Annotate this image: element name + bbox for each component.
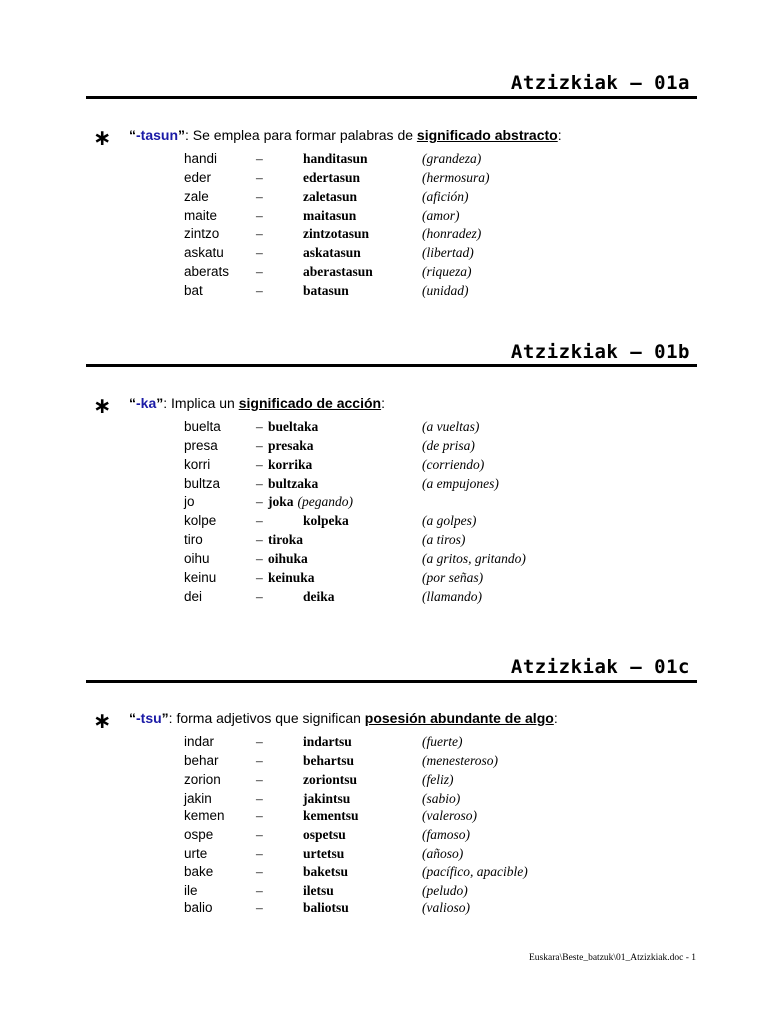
section-title: Atzizkiak – 01c <box>510 656 690 678</box>
base-word: kolpe <box>184 513 217 528</box>
suffix-label: -ka <box>136 395 157 411</box>
base-word: ospe <box>184 827 214 842</box>
dash-separator: – <box>256 900 263 915</box>
derived-word: baketsu <box>303 864 349 879</box>
derived-word: batasun <box>303 283 349 298</box>
dash-separator: – <box>256 208 263 223</box>
word-row <box>0 551 768 569</box>
derived-word: urtetsu <box>303 846 345 861</box>
derived-word: jakintsu <box>303 791 351 806</box>
intro-text: : forma adjetivos que significan <box>168 710 365 726</box>
gloss-translation: (menesteroso) <box>422 753 498 768</box>
dash-separator: – <box>256 476 263 491</box>
asterisk-bullet-icon: ∗ <box>93 709 112 734</box>
intro-end: : <box>553 710 558 726</box>
asterisk-bullet-icon: ∗ <box>93 126 112 151</box>
word-row <box>0 589 768 607</box>
gloss-translation: (famoso) <box>422 827 470 842</box>
gloss-translation: (a gritos, gritando) <box>422 551 526 566</box>
suffix-label: -tasun <box>136 127 178 143</box>
base-word: indar <box>184 734 215 749</box>
dash-separator: – <box>256 883 263 898</box>
base-word: keinu <box>184 570 217 585</box>
base-word: bat <box>184 283 203 298</box>
derived-word: tiroka <box>268 532 304 547</box>
word-row <box>0 226 768 244</box>
base-word: zale <box>184 189 209 204</box>
base-word: buelta <box>184 419 221 434</box>
dash-separator: – <box>256 151 263 166</box>
derived-word: maitasun <box>303 208 357 223</box>
gloss-translation: (a empujones) <box>422 476 499 491</box>
dash-separator: – <box>256 808 263 823</box>
gloss-translation: (valeroso) <box>422 808 477 823</box>
dash-separator: – <box>256 827 263 842</box>
dash-separator: – <box>256 589 263 604</box>
base-word: jakin <box>184 791 212 806</box>
derived-word: oihuka <box>268 551 308 566</box>
gloss-translation: (riqueza) <box>422 264 472 279</box>
dash-separator: – <box>256 753 263 768</box>
gloss-translation: (pacífico, apacible) <box>422 864 528 879</box>
gloss-translation: (sabio) <box>422 791 461 806</box>
dash-separator: – <box>256 772 263 787</box>
derived-word: korrika <box>268 457 313 472</box>
intro-emphasis: significado abstracto <box>416 127 558 143</box>
dash-separator: – <box>256 494 263 509</box>
derived-word: edertasun <box>303 170 360 185</box>
base-word: ile <box>184 883 198 898</box>
gloss-translation: (por señas) <box>422 570 484 585</box>
dash-separator: – <box>256 532 263 547</box>
derived-word: iletsu <box>303 883 334 898</box>
word-row <box>0 532 768 550</box>
base-word: zorion <box>184 772 221 787</box>
word-row <box>0 151 768 169</box>
derived-word: zoriontsu <box>303 772 357 787</box>
open-quote: “ <box>129 710 136 726</box>
derived-word <box>268 494 353 510</box>
section-intro <box>129 710 558 726</box>
word-row <box>0 772 768 790</box>
gloss-translation: (libertad) <box>422 245 474 260</box>
derived-word: behartsu <box>303 753 355 768</box>
dash-separator: – <box>256 283 263 298</box>
word-row <box>0 791 768 809</box>
section-intro <box>129 127 562 143</box>
word-row <box>0 283 768 301</box>
base-word: bake <box>184 864 214 879</box>
derived-word: presaka <box>268 438 314 453</box>
dash-separator: – <box>256 734 263 749</box>
dash-separator: – <box>256 457 263 472</box>
base-word: balio <box>184 900 213 915</box>
dash-separator: – <box>256 264 263 279</box>
dash-separator: – <box>256 189 263 204</box>
derived-word: aberastasun <box>303 264 373 279</box>
gloss-translation: (amor) <box>422 208 460 223</box>
asterisk-bullet-icon: ∗ <box>93 394 112 419</box>
word-row <box>0 208 768 226</box>
derived-word: bultzaka <box>268 476 319 491</box>
base-word: dei <box>184 589 203 604</box>
word-row <box>0 457 768 475</box>
word-row <box>0 170 768 188</box>
word-row <box>0 864 768 882</box>
dash-separator: – <box>256 513 263 528</box>
title-rule <box>86 680 697 683</box>
word-row <box>0 570 768 588</box>
gloss-translation: (a vueltas) <box>422 419 480 434</box>
base-word: tiro <box>184 532 203 547</box>
title-rule <box>86 96 697 99</box>
suffix-label: -tsu <box>136 710 162 726</box>
section-title: Atzizkiak – 01b <box>510 341 690 363</box>
derived-word: indartsu <box>303 734 352 749</box>
base-word: jo <box>184 494 195 509</box>
dash-separator: – <box>256 438 263 453</box>
dash-separator: – <box>256 846 263 861</box>
derived-word: zintzotasun <box>303 226 370 241</box>
gloss-translation: (valioso) <box>422 900 470 915</box>
dash-separator: – <box>256 419 263 434</box>
dash-separator: – <box>256 245 263 260</box>
word-row <box>0 900 768 918</box>
derived-word: askatasun <box>303 245 361 260</box>
base-word: urte <box>184 846 208 861</box>
base-word: eder <box>184 170 212 185</box>
base-word: presa <box>184 438 218 453</box>
word-row <box>0 264 768 282</box>
base-word: korri <box>184 457 211 472</box>
word-row <box>0 753 768 771</box>
base-word: oihu <box>184 551 210 566</box>
word-row <box>0 808 768 826</box>
gloss-translation: (unidad) <box>422 283 469 298</box>
dash-separator: – <box>256 551 263 566</box>
derived-word: bueltaka <box>268 419 319 434</box>
derived-word: ospetsu <box>303 827 346 842</box>
base-word: handi <box>184 151 218 166</box>
word-row <box>0 245 768 263</box>
word-row <box>0 846 768 864</box>
derived-word: kolpeka <box>303 513 349 528</box>
dash-separator: – <box>256 170 263 185</box>
intro-emphasis: significado de acción <box>238 395 382 411</box>
gloss-translation: (feliz) <box>422 772 454 787</box>
open-quote: “ <box>129 395 136 411</box>
section-title: Atzizkiak – 01a <box>510 72 690 94</box>
gloss-translation: (grandeza) <box>422 151 482 166</box>
word-row <box>0 476 768 494</box>
gloss-translation: (hermosura) <box>422 170 490 185</box>
base-word: askatu <box>184 245 224 260</box>
title-rule <box>86 364 697 367</box>
base-word: zintzo <box>184 226 220 241</box>
base-word: aberats <box>184 264 230 279</box>
gloss-translation: (fuerte) <box>422 734 463 749</box>
intro-text: : Implica un <box>163 395 239 411</box>
base-word: bultza <box>184 476 221 491</box>
gloss-translation: (peludo) <box>422 883 468 898</box>
page-footer: Euskara\Beste_batzuk\01_Atzizkiak.doc - 1 <box>529 953 696 963</box>
derived-word: zaletasun <box>303 189 357 204</box>
derived-word-text: joka <box>268 494 294 509</box>
intro-text: : Se emplea para formar palabras de <box>185 127 417 143</box>
base-word: kemen <box>184 808 225 823</box>
dash-separator: – <box>256 864 263 879</box>
close-quote: ” <box>156 395 164 411</box>
word-row <box>0 827 768 845</box>
word-row <box>0 189 768 207</box>
derived-word: baliotsu <box>303 900 349 915</box>
dash-separator: – <box>256 570 263 585</box>
gloss-translation: (pegando) <box>297 494 353 509</box>
derived-word: deika <box>303 589 335 604</box>
dash-separator: – <box>256 226 263 241</box>
gloss-translation: (llamando) <box>422 589 482 604</box>
word-row <box>0 734 768 752</box>
section-intro <box>129 395 385 411</box>
base-word: behar <box>184 753 219 768</box>
close-quote: ” <box>178 127 185 143</box>
intro-end: : <box>381 395 385 411</box>
gloss-translation: (a golpes) <box>422 513 477 528</box>
base-word: maite <box>184 208 218 223</box>
gloss-translation: (honradez) <box>422 226 482 241</box>
gloss-translation: (afición) <box>422 189 469 204</box>
word-row <box>0 419 768 437</box>
word-row <box>0 883 768 901</box>
word-row <box>0 513 768 531</box>
word-row <box>0 494 768 512</box>
open-quote: “ <box>129 127 136 143</box>
gloss-translation: (añoso) <box>422 846 464 861</box>
derived-word: handitasun <box>303 151 368 166</box>
gloss-translation: (corriendo) <box>422 457 485 472</box>
word-row <box>0 438 768 456</box>
close-quote: ” <box>161 710 169 726</box>
gloss-translation: (de prisa) <box>422 438 475 453</box>
gloss-translation: (a tiros) <box>422 532 466 547</box>
intro-end: : <box>557 127 562 143</box>
intro-emphasis: posesión abundante de algo <box>364 710 554 726</box>
derived-word: kementsu <box>303 808 359 823</box>
derived-word: keinuka <box>268 570 315 585</box>
dash-separator: – <box>256 791 263 806</box>
